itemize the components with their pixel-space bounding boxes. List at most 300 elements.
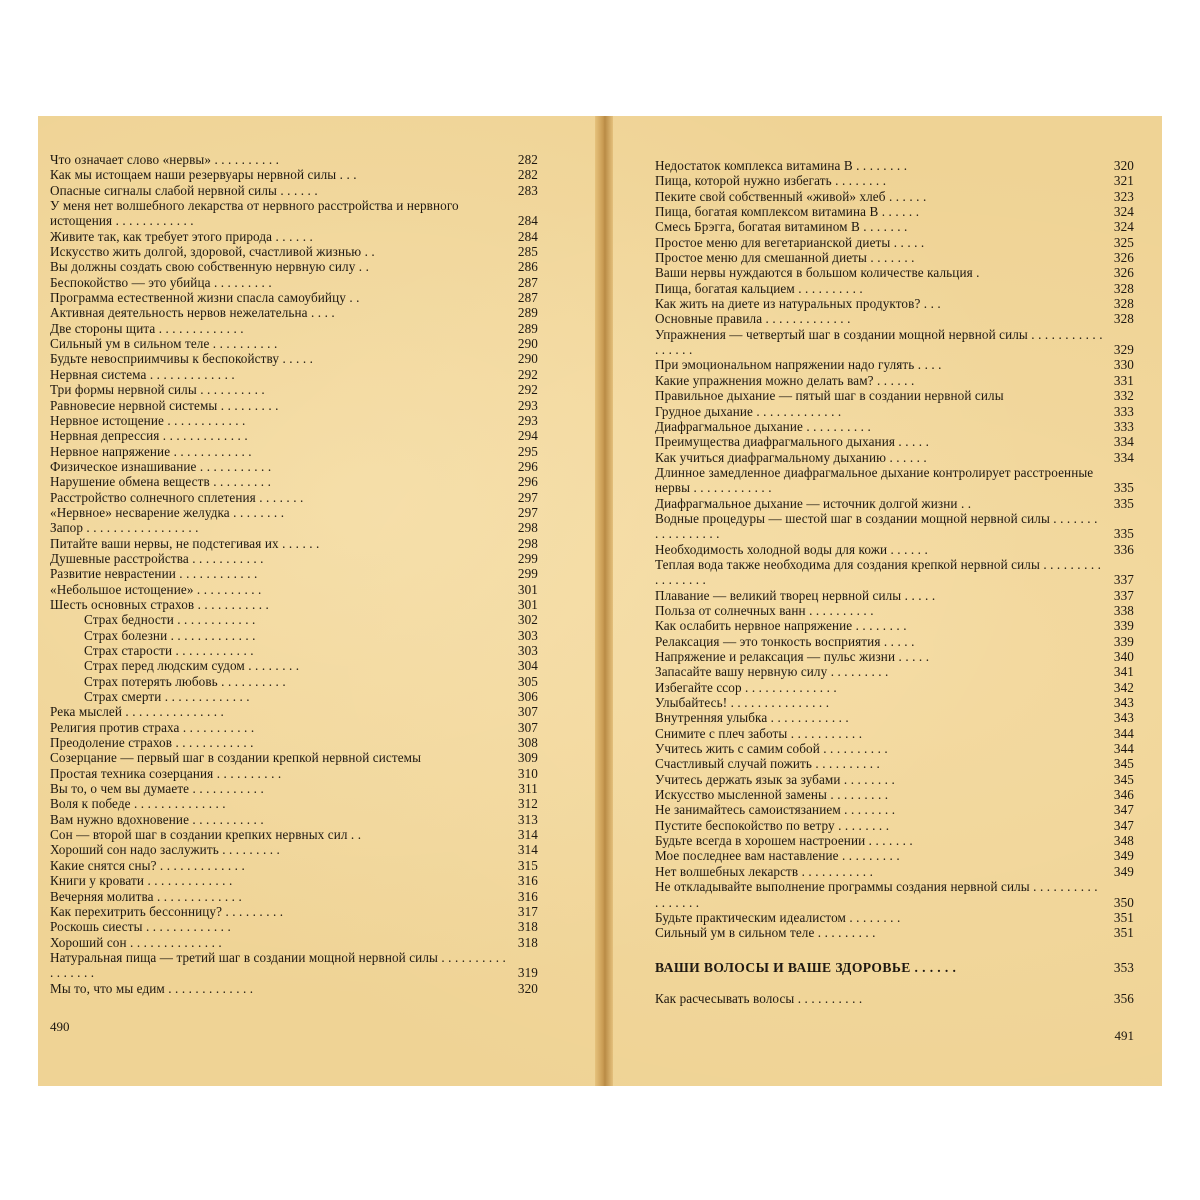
toc-entry-title: Улыбайтесь! . . . . . . . . . . . . . . .: [655, 695, 830, 711]
toc-entry-page: 335: [1113, 495, 1134, 511]
toc-entry-title: Нервная депрессия . . . . . . . . . . . . .: [50, 428, 248, 444]
toc-entry: [655, 404, 1134, 419]
toc-entry-page: 287: [517, 274, 538, 290]
toc-entry-title: Пища, богатая комплексом витамина В . . . . . .: [655, 204, 920, 220]
toc-entry-title: Активная деятельность нервов нежелательна . . . .: [50, 305, 335, 321]
toc-entry-title: Будьте невосприимчивы к беспокойству . . . . .: [50, 351, 314, 367]
toc-entry-title: Страх болезни . . . . . . . . . . . . .: [84, 627, 256, 643]
toc-entry-title: У меня нет волшебного лекарства от нервного расстройства и нервного истощения . . . . . . . . . . . .: [50, 198, 459, 229]
toc-entry: [655, 603, 1134, 618]
toc-entry-page: 296: [517, 474, 538, 490]
toc-entry-page: 319: [517, 965, 538, 981]
toc-entry-title: При эмоциональном напряжении надо гулять . . . .: [655, 357, 942, 373]
toc-entry-page: 348: [1113, 833, 1134, 849]
toc-entry: [655, 925, 1134, 940]
toc-entry: [655, 864, 1134, 879]
toc-entry: [655, 511, 1134, 542]
toc-entry: [50, 842, 538, 857]
toc-entry-title: Страх потерять любовь . . . . . . . . . .: [84, 673, 286, 689]
toc-entry-title: Какие снятся сны? . . . . . . . . . . . . .: [50, 857, 245, 873]
toc-entry: [50, 382, 538, 397]
toc-entry-page: 308: [517, 735, 538, 751]
toc-entry: [50, 428, 538, 443]
toc-entry: [50, 351, 538, 366]
book-spread: [38, 116, 1162, 1086]
toc-entry: [655, 802, 1134, 817]
toc-entry-title: Искусство мысленной замены . . . . . . . . .: [655, 787, 889, 803]
toc-entry: [50, 766, 538, 781]
toc-entry-title: Расстройство солнечного сплетения . . . . . . .: [50, 489, 304, 505]
toc-entry-page: 287: [517, 290, 538, 306]
toc-entry: [655, 434, 1134, 449]
toc-entry-page: 306: [517, 689, 538, 705]
toc-entry-page: 296: [517, 458, 538, 474]
toc-entry-title: Равновесие нервной системы . . . . . . . . .: [50, 397, 279, 413]
toc-entry: [50, 551, 538, 566]
toc-entry: [50, 643, 538, 658]
toc-entry-page: 324: [1113, 204, 1134, 220]
toc-entry-page: 344: [1113, 741, 1134, 757]
toc-entry-title: Пустите беспокойство по ветру . . . . . . . .: [655, 817, 890, 833]
toc-entry-page: 303: [517, 643, 538, 658]
toc-entry: [50, 674, 538, 689]
toc-entry-page: 302: [517, 612, 538, 628]
toc-entry: [655, 373, 1134, 388]
toc-entry: [655, 465, 1134, 496]
toc-entry-page: 303: [517, 627, 538, 643]
toc-entry-title: Диафрагмальное дыхание — источник долгой жизни . .: [655, 495, 972, 511]
toc-entry-title: Релаксация — это тонкость восприятия . . . . .: [655, 633, 915, 649]
toc-entry-title: Простое меню для смешанной диеты . . . . . . .: [655, 250, 915, 266]
page-number-left: 490: [50, 1019, 70, 1034]
toc-entry-page: 351: [1113, 909, 1134, 925]
toc-entry-title: Две стороны щита . . . . . . . . . . . . .: [50, 320, 244, 336]
toc-entry-title: Простое меню для вегетарианской диеты . . . . .: [655, 234, 925, 250]
toc-entry-title: Преодоление страхов . . . . . . . . . . . .: [50, 735, 254, 751]
toc-entry-page: 323: [1113, 188, 1134, 204]
toc-entry: [655, 388, 1134, 403]
toc-entry-title: Смесь Брэгга, богатая витамином В . . . . . . .: [655, 219, 908, 235]
toc-entry-title: Пища, богатая кальцием . . . . . . . . . .: [655, 280, 863, 296]
toc-entry-title: Программа естественной жизни спасла самоубийцу . .: [50, 290, 360, 306]
toc-entry-page: 305: [517, 673, 538, 689]
toc-entry-page: 347: [1113, 817, 1134, 833]
toc-entry: [655, 848, 1134, 863]
toc-entry: [50, 444, 538, 459]
toc-entry: [655, 189, 1134, 204]
toc-entry: [655, 818, 1134, 833]
toc-entry-title: Запасайте вашу нервную силу . . . . . . . . .: [655, 664, 889, 680]
toc-entry: [50, 720, 538, 735]
toc-entry-title: Нервное напряжение . . . . . . . . . . . .: [50, 443, 252, 459]
toc-entry-page: 290: [517, 351, 538, 367]
toc-entry-page: 342: [1113, 679, 1134, 695]
toc-entry: [655, 649, 1134, 664]
toc-entry: [50, 935, 538, 950]
toc-entry-page: 307: [517, 704, 538, 720]
toc-entry-title: Сильный ум в сильном теле . . . . . . . . .: [655, 925, 876, 941]
toc-entry-title: Грудное дыхание . . . . . . . . . . . . .: [655, 403, 842, 419]
toc-entry-page: 335: [1113, 526, 1134, 542]
toc-entry-title: Учитесь держать язык за зубами . . . . . . . .: [655, 771, 895, 787]
toc-entry-page: 286: [517, 259, 538, 275]
toc-entry-title: Какие упражнения можно делать вам? . . . . . .: [655, 372, 915, 388]
toc-entry: [655, 833, 1134, 848]
toc-entry-page: 343: [1113, 710, 1134, 726]
toc-entry: [655, 296, 1134, 311]
toc-entry-page: 293: [517, 412, 538, 428]
book-gutter: [595, 116, 613, 1086]
toc-entry-page: 347: [1113, 802, 1134, 818]
toc-entry: [655, 726, 1134, 741]
toc-entry-title: Страх бедности . . . . . . . . . . . .: [84, 612, 256, 628]
toc-entry-title: Книги у кровати . . . . . . . . . . . . .: [50, 873, 233, 889]
toc-entry-title: Натуральная пища — третий шаг в создании мощной нервной силы . . . . . . . . . . . . . . . . .: [50, 949, 506, 981]
toc-entry-title: Три формы нервной силы . . . . . . . . . .: [50, 382, 265, 398]
toc-entry-title: Питайте ваши нервы, не подстегивая их . . . . . .: [50, 535, 320, 551]
toc-entry-page: 282: [517, 167, 538, 183]
toc-entry: [655, 618, 1134, 633]
toc-entry-title: Недостаток комплекса витамина В . . . . . . . .: [655, 158, 908, 173]
toc-entry-title: Страх перед людским судом . . . . . . . .: [84, 658, 300, 674]
toc-entry-page: 340: [1113, 649, 1134, 664]
toc-entry: [50, 919, 538, 934]
toc-entry-title: Вы то, о чем вы думаете . . . . . . . . . . .: [50, 781, 264, 797]
toc-entry-page: 330: [1113, 357, 1134, 373]
toc-entry-title: Ваши нервы нуждаются в большом количестве кальция .: [655, 265, 980, 281]
toc-entry-page: 336: [1113, 541, 1134, 557]
toc-entry-page: 298: [517, 535, 538, 551]
toc-entry-title: Воля к победе . . . . . . . . . . . . . .: [50, 796, 226, 812]
toc-entry-title: Как учиться диафрагмальному дыханию . . . . . .: [655, 449, 927, 465]
toc-entry: [50, 244, 538, 259]
toc-entry: [50, 628, 538, 643]
toc-entry: [50, 858, 538, 873]
toc-entry-page: 325: [1113, 234, 1134, 250]
toc-entry: [655, 311, 1134, 326]
toc-entry: [655, 250, 1134, 265]
toc-entry-page: 350: [1113, 894, 1134, 910]
toc-entry: [50, 490, 538, 505]
toc-list-left: [50, 152, 538, 996]
toc-entry-page: 337: [1113, 587, 1134, 603]
toc-entry-page: 328: [1113, 280, 1134, 296]
toc-entry-title: Нарушение обмена веществ . . . . . . . . .: [50, 474, 271, 490]
toc-entry: [655, 542, 1134, 557]
toc-entry: [50, 873, 538, 888]
toc-entry-title: ВАШИ ВОЛОСЫ И ВАШЕ ЗДОРОВЬЕ . . . . . .: [655, 959, 957, 975]
toc-entry-page: 345: [1113, 756, 1134, 772]
toc-entry-title: Правильное дыхание — пятый шаг в создании нервной силы: [655, 388, 1004, 404]
toc-entry: [655, 173, 1134, 188]
toc-entry: [50, 152, 538, 167]
toc-entry: [655, 204, 1134, 219]
toc-entry: [50, 198, 538, 229]
toc-entry: [50, 812, 538, 827]
toc-entry: [50, 597, 538, 612]
toc-entry: [50, 229, 538, 244]
toc-entry-page: 313: [517, 811, 538, 827]
toc-entry-page: 329: [1113, 342, 1134, 358]
toc-entry: [50, 259, 538, 274]
toc-entry: [655, 265, 1134, 280]
toc-entry-page: 346: [1113, 787, 1134, 803]
toc-entry: [50, 658, 538, 673]
toc-entry-title: Сильный ум в сильном теле . . . . . . . . . .: [50, 336, 278, 352]
toc-entry: [50, 689, 538, 704]
toc-entry-page: 311: [518, 781, 538, 797]
toc-entry-page: 312: [517, 796, 538, 812]
toc-entry-page: 317: [517, 903, 538, 919]
toc-entry-title: Как мы истощаем наши резервуары нервной силы . . .: [50, 167, 357, 183]
toc-entry-page: 344: [1113, 725, 1134, 741]
toc-entry-title: Религия против страха . . . . . . . . . . .: [50, 719, 255, 735]
toc-entry-title: Теплая вода также необходима для создания крепкой нервной силы . . . . . . . . . . . . . . . . .: [655, 556, 1102, 588]
toc-entry: [50, 981, 538, 996]
toc-entry-page: 314: [517, 842, 538, 858]
toc-entry-title: Нервная система . . . . . . . . . . . . .: [50, 366, 235, 382]
toc-entry-page: 301: [517, 596, 538, 612]
toc-entry: [655, 450, 1134, 465]
toc-entry: [655, 557, 1134, 588]
toc-entry: [50, 459, 538, 474]
toc-entry-page: 345: [1113, 771, 1134, 787]
toc-entry-title: Снимите с плеч заботы . . . . . . . . . . .: [655, 725, 863, 741]
toc-entry: [50, 950, 538, 981]
toc-entry: [50, 275, 538, 290]
toc-entry-title: Длинное замедленное диафрагмальное дыхание контролирует расстроенные нервы . . . . . . . . . . . .: [655, 464, 1094, 496]
toc-entry-title: Диафрагмальное дыхание . . . . . . . . . .: [655, 418, 871, 434]
toc-entry-page: 333: [1113, 403, 1134, 419]
toc-entry-page: 320: [1113, 158, 1134, 173]
toc-entry: [50, 735, 538, 750]
toc-entry-title: Как ослабить нервное напряжение . . . . . . . .: [655, 618, 907, 634]
toc-entry: [50, 183, 538, 198]
toc-entry: [50, 474, 538, 489]
toc-entry-page: 341: [1113, 664, 1134, 680]
toc-entry-page: 326: [1113, 250, 1134, 266]
toc-entry: [655, 281, 1134, 296]
toc-entry-title: Что означает слово «нервы» . . . . . . . . . .: [50, 152, 280, 167]
toc-entry-page: 310: [517, 765, 538, 781]
toc-entry-page: 334: [1113, 449, 1134, 465]
toc-entry: [50, 781, 538, 796]
toc-entry-page: 314: [517, 827, 538, 843]
toc-entry-page: 339: [1113, 633, 1134, 649]
right-page: [613, 116, 1162, 1086]
toc-entry-title: Не откладывайте выполнение программы создания нервной силы . . . . . . . . . . . . . . . . .: [655, 879, 1098, 910]
toc-entry-title: Запор . . . . . . . . . . . . . . . . .: [50, 520, 199, 536]
toc-entry-title: Хороший сон надо заслужить . . . . . . . . .: [50, 842, 280, 858]
toc-entry-title: Польза от солнечных ванн . . . . . . . . . .: [655, 602, 874, 618]
toc-entry-page: 292: [517, 366, 538, 382]
toc-entry-page: 328: [1113, 311, 1134, 327]
toc-list-right: [655, 158, 1134, 1006]
toc-entry-page: 299: [517, 566, 538, 582]
toc-entry-page: 289: [517, 305, 538, 321]
toc-entry: [655, 327, 1134, 358]
toc-entry: [50, 904, 538, 919]
toc-entry-page: 349: [1113, 863, 1134, 879]
toc-entry: [655, 910, 1134, 925]
toc-entry: [50, 827, 538, 842]
toc-entry-page: 326: [1113, 265, 1134, 281]
toc-entry-title: Живите так, как требует этого природа . . . . . .: [50, 228, 313, 244]
toc-entry-title: Вам нужно вдохновение . . . . . . . . . . .: [50, 811, 264, 827]
toc-entry-page: 295: [517, 443, 538, 459]
toc-entry-title: Избегайте ссор . . . . . . . . . . . . . .: [655, 679, 837, 695]
toc-entry-page: 297: [517, 489, 538, 505]
toc-entry: [50, 321, 538, 336]
toc-entry-page: 353: [1113, 959, 1134, 975]
toc-entry: [655, 710, 1134, 725]
toc-entry-title: Внутренняя улыбка . . . . . . . . . . . .: [655, 710, 849, 726]
toc-entry-title: Мы то, что мы едим . . . . . . . . . . . . .: [50, 980, 254, 996]
toc-entry-title: Основные правила . . . . . . . . . . . . .: [655, 311, 851, 327]
toc-entry-title: «Небольшое истощение» . . . . . . . . . .: [50, 581, 262, 597]
left-page: [38, 116, 595, 1086]
toc-entry: [50, 704, 538, 719]
toc-entry-title: Сон — второй шаг в создании крепких нервных сил . .: [50, 827, 362, 843]
toc-entry-page: 292: [517, 382, 538, 398]
toc-entry: [50, 290, 538, 305]
toc-entry-title: Пища, которой нужно избегать . . . . . . . .: [655, 173, 887, 189]
toc-entry: [655, 879, 1134, 910]
toc-entry-page: 356: [1113, 990, 1134, 1006]
toc-entry-title: Страх смерти . . . . . . . . . . . . .: [84, 689, 250, 705]
toc-entry-title: Не занимайтесь самоистязанием . . . . . . . .: [655, 802, 896, 818]
toc-entry-title: Река мыслей . . . . . . . . . . . . . . .: [50, 704, 224, 720]
toc-entry-title: Хороший сон . . . . . . . . . . . . . .: [50, 934, 222, 950]
toc-entry-title: Напряжение и релаксация — пульс жизни . . . . .: [655, 649, 930, 664]
toc-entry: [655, 357, 1134, 372]
toc-entry-page: 307: [517, 719, 538, 735]
toc-entry-page: 331: [1113, 372, 1134, 388]
toc-entry: [50, 505, 538, 520]
toc-entry-title: Нервное истощение . . . . . . . . . . . .: [50, 412, 246, 428]
toc-entry-page: 301: [517, 581, 538, 597]
toc-entry-title: Как расчесывать волосы . . . . . . . . . .: [655, 990, 863, 1006]
toc-entry: [655, 664, 1134, 679]
toc-entry-page: 282: [517, 152, 538, 167]
toc-entry-page: 335: [1113, 480, 1134, 496]
toc-entry-title: Учитесь жить с самим собой . . . . . . . . . .: [655, 741, 888, 757]
toc-entry: [655, 991, 1134, 1006]
toc-entry-title: Физическое изнашивание . . . . . . . . . . .: [50, 458, 272, 474]
toc-entry-page: 304: [517, 658, 538, 674]
toc-entry-page: 334: [1113, 434, 1134, 450]
toc-entry-title: Как перехитрить бессонницу? . . . . . . . . .: [50, 903, 284, 919]
toc-entry: [655, 219, 1134, 234]
toc-entry-page: 298: [517, 520, 538, 536]
toc-entry: [50, 398, 538, 413]
toc-entry: [50, 167, 538, 182]
toc-entry-page: 297: [517, 504, 538, 520]
toc-entry-page: 285: [517, 244, 538, 260]
toc-entry-page: 299: [517, 550, 538, 566]
toc-entry-page: 332: [1113, 388, 1134, 404]
toc-entry-title: Преимущества диафрагмального дыхания . . . . .: [655, 434, 930, 450]
toc-entry: [50, 612, 538, 627]
toc-entry-page: 321: [1113, 173, 1134, 189]
toc-entry-page: 309: [517, 750, 538, 766]
toc-entry-title: Вы должны создать свою собственную нервную силу . .: [50, 259, 369, 275]
toc-entry: [655, 756, 1134, 771]
toc-entry-title: Страх старости . . . . . . . . . . . .: [84, 643, 254, 658]
toc-entry-title: Душевные расстройства . . . . . . . . . . .: [50, 550, 264, 566]
toc-entry-page: 338: [1113, 602, 1134, 618]
toc-entry: [50, 566, 538, 581]
toc-entry: [50, 305, 538, 320]
toc-entry-page: 316: [517, 888, 538, 904]
toc-entry-title: «Нервное» несварение желудка . . . . . . . .: [50, 504, 285, 520]
toc-entry-page: 320: [517, 980, 538, 996]
toc-entry: [50, 520, 538, 535]
toc-entry: [655, 158, 1134, 173]
toc-entry-page: 316: [517, 873, 538, 889]
page-number-right: 491: [1114, 1028, 1134, 1043]
toc-entry-title: Водные процедуры — шестой шаг в создании мощной нервной силы . . . . . . . . . . . . . . . . .: [655, 510, 1098, 542]
toc-entry: [50, 889, 538, 904]
toc-entry-title: Шесть основных страхов . . . . . . . . . . .: [50, 596, 269, 612]
toc-entry: [50, 750, 538, 765]
toc-entry-title: Вечерняя молитва . . . . . . . . . . . . .: [50, 888, 242, 904]
toc-entry: [50, 413, 538, 428]
toc-entry: [655, 680, 1134, 695]
toc-entry-page: 294: [517, 428, 538, 444]
toc-entry-page: 339: [1113, 618, 1134, 634]
toc-entry-title: Искусство жить долгой, здоровой, счастливой жизнью . .: [50, 244, 375, 260]
toc-entry: [50, 536, 538, 551]
toc-entry-title: Необходимость холодной воды для кожи . . . . . .: [655, 541, 928, 557]
toc-entry-page: 293: [517, 397, 538, 413]
toc-entry-page: 328: [1113, 296, 1134, 312]
toc-entry: [50, 336, 538, 351]
toc-entry: [655, 787, 1134, 802]
toc-entry-page: 318: [517, 919, 538, 935]
toc-entry-page: 351: [1113, 925, 1134, 941]
toc-entry-title: Плавание — великий творец нервной силы . . . . .: [655, 587, 936, 603]
toc-entry-page: 343: [1113, 695, 1134, 711]
toc-entry-page: 337: [1113, 572, 1134, 588]
toc-entry-page: 315: [517, 857, 538, 873]
toc-section-heading: [655, 960, 1134, 975]
toc-entry-title: Нет волшебных лекарств . . . . . . . . . . .: [655, 863, 873, 879]
toc-entry-title: Будьте практическим идеалистом . . . . . . . .: [655, 909, 901, 925]
toc-entry: [655, 235, 1134, 250]
toc-entry-page: 284: [517, 228, 538, 244]
toc-entry-title: Упражнения — четвертый шаг в создании мощной нервной силы . . . . . . . . . . . . . . . . .: [655, 326, 1103, 358]
toc-entry: [655, 695, 1134, 710]
toc-entry-title: Будьте всегда в хорошем настроении . . . . . . .: [655, 833, 913, 849]
toc-entry-title: Развитие неврастении . . . . . . . . . . . .: [50, 566, 258, 582]
toc-entry: [655, 772, 1134, 787]
toc-entry-page: 324: [1113, 219, 1134, 235]
toc-entry-title: Роскошь сиесты . . . . . . . . . . . . .: [50, 919, 231, 935]
toc-entry-page: 284: [517, 213, 538, 229]
toc-entry: [50, 796, 538, 811]
toc-entry: [50, 582, 538, 597]
toc-entry: [50, 367, 538, 382]
toc-entry-page: 349: [1113, 848, 1134, 864]
toc-entry-title: Пеките свой собственный «живой» хлеб . . . . . .: [655, 188, 927, 204]
toc-entry-page: 333: [1113, 418, 1134, 434]
toc-entry-title: Беспокойство — это убийца . . . . . . . . .: [50, 274, 272, 290]
toc-entry-page: 318: [517, 934, 538, 950]
toc-entry-page: 290: [517, 336, 538, 352]
toc-entry: [655, 634, 1134, 649]
toc-entry-title: Опасные сигналы слабой нервной силы . . . . . .: [50, 182, 318, 198]
